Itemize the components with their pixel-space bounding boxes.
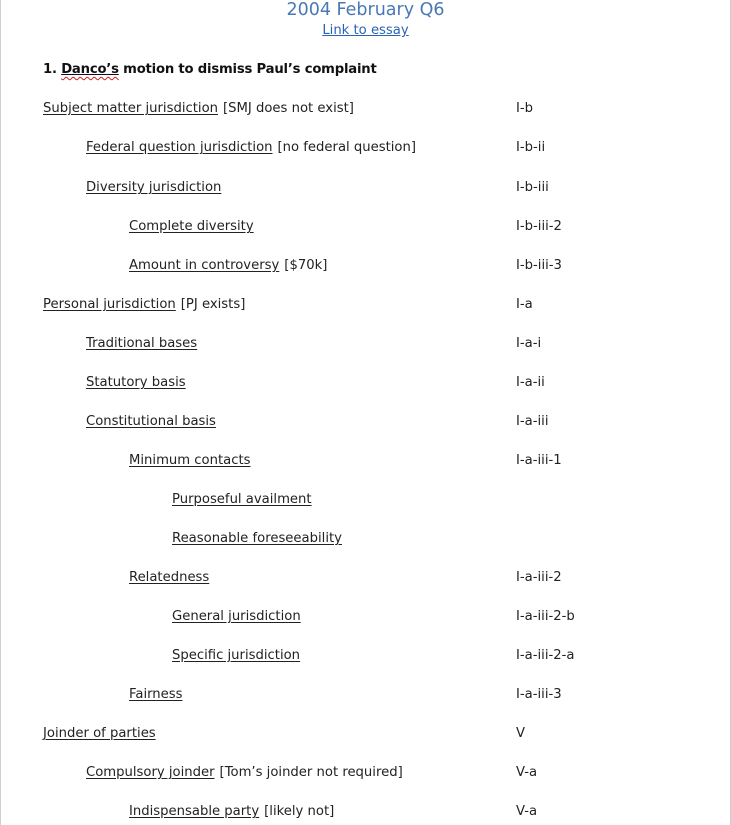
topic-label: Indispensable party [129, 804, 260, 819]
outline-topic [86, 412, 216, 432]
heading-text: motion to dismiss Paul’s complaint [118, 62, 377, 77]
topic-label: Specific jurisdiction [172, 648, 301, 663]
topic-reference: I-a-iii-1 [516, 453, 562, 468]
topic-reference: I-a-iii [516, 414, 549, 429]
topic-reference: I-b [516, 101, 534, 116]
topic-label: Constitutional basis [86, 414, 216, 429]
outline-row [1, 99, 730, 119]
outline-row [1, 217, 730, 237]
topic-note: [PJ exists] [180, 297, 246, 312]
topic-reference: V [516, 726, 526, 741]
section-heading [43, 61, 377, 79]
outline-row [1, 490, 730, 510]
outline-topic [86, 334, 197, 354]
outline-row [1, 685, 730, 705]
outline-topic [43, 99, 354, 119]
outline-row [1, 295, 730, 315]
topic-reference: I-a-iii-2 [516, 570, 562, 585]
topic-label: Minimum contacts [129, 453, 251, 468]
outline-topic [172, 490, 312, 510]
topic-reference: I-b-iii-3 [516, 258, 562, 273]
topic-label: Compulsory joinder [86, 765, 215, 780]
outline-row [1, 451, 730, 471]
outline-row [1, 412, 730, 432]
outline-row [1, 763, 730, 783]
heading-number: 1. [43, 62, 62, 77]
outline-topic [172, 646, 300, 666]
outline-row [1, 256, 730, 276]
topic-note: [SMJ does not exist] [223, 101, 354, 116]
topic-label: Fairness [129, 687, 183, 702]
outline-topic [129, 802, 334, 822]
outline-topic [86, 763, 403, 783]
outline-topic [172, 607, 301, 627]
topic-reference: I-b-iii [516, 180, 549, 195]
outline-topic [129, 256, 327, 276]
essay-link-container [1, 22, 730, 40]
outline-row [1, 334, 730, 354]
topic-reference: V-a [516, 765, 538, 780]
topic-reference: I-a-ii [516, 375, 545, 390]
essay-link[interactable]: Link to essay [322, 23, 409, 38]
topic-note: [Tom’s joinder not required] [219, 765, 403, 780]
outline-topic [86, 178, 221, 198]
outline-row [1, 724, 730, 744]
topic-reference: I-b-ii [516, 140, 546, 155]
outline-topic [129, 568, 209, 588]
topic-label: Diversity jurisdiction [86, 180, 222, 195]
topic-label: General jurisdiction [172, 609, 301, 624]
outline-topic [172, 529, 342, 549]
topic-note: [likely not] [264, 804, 335, 819]
topic-label: Personal jurisdiction [43, 297, 176, 312]
topic-note: [$70k] [284, 258, 328, 273]
topic-label: Traditional bases [86, 336, 198, 351]
page-title: 2004 February Q6 [286, 0, 445, 20]
topic-reference: I-b-iii-2 [516, 219, 562, 234]
topic-reference: I-a-iii-3 [516, 687, 562, 702]
outline-row [1, 373, 730, 393]
outline-row [1, 802, 730, 822]
outline-row [1, 646, 730, 666]
heading-party-name: Danco’s [61, 62, 119, 77]
topic-reference: I-a-iii-2-a [516, 648, 575, 663]
topic-label: Federal question jurisdiction [86, 140, 273, 155]
outline-topic [86, 138, 416, 158]
topic-reference: I-a [516, 297, 533, 312]
outline-row [1, 529, 730, 549]
outline-topic [129, 685, 183, 705]
topic-label: Relatedness [129, 570, 210, 585]
topic-reference: I-a-i [516, 336, 542, 351]
topic-reference: V-a [516, 804, 538, 819]
topic-label: Subject matter jurisdiction [43, 101, 219, 116]
topic-reference: I-a-iii-2-b [516, 609, 575, 624]
outline-topic [43, 724, 156, 744]
outline-row [1, 138, 730, 158]
outline-row [1, 607, 730, 627]
outline-topic [86, 373, 186, 393]
topic-label: Statutory basis [86, 375, 186, 390]
topic-label: Complete diversity [129, 219, 254, 234]
outline-topic [43, 295, 245, 315]
topic-note: [no federal question] [277, 140, 416, 155]
outline-topic [129, 451, 251, 471]
topic-label: Amount in controversy [129, 258, 280, 273]
outline-row [1, 178, 730, 198]
outline-topic [129, 217, 254, 237]
topic-label: Purposeful availment [172, 492, 312, 507]
outline-row [1, 568, 730, 588]
topic-label: Joinder of parties [43, 726, 156, 741]
topic-label: Reasonable foreseeability [172, 531, 342, 546]
